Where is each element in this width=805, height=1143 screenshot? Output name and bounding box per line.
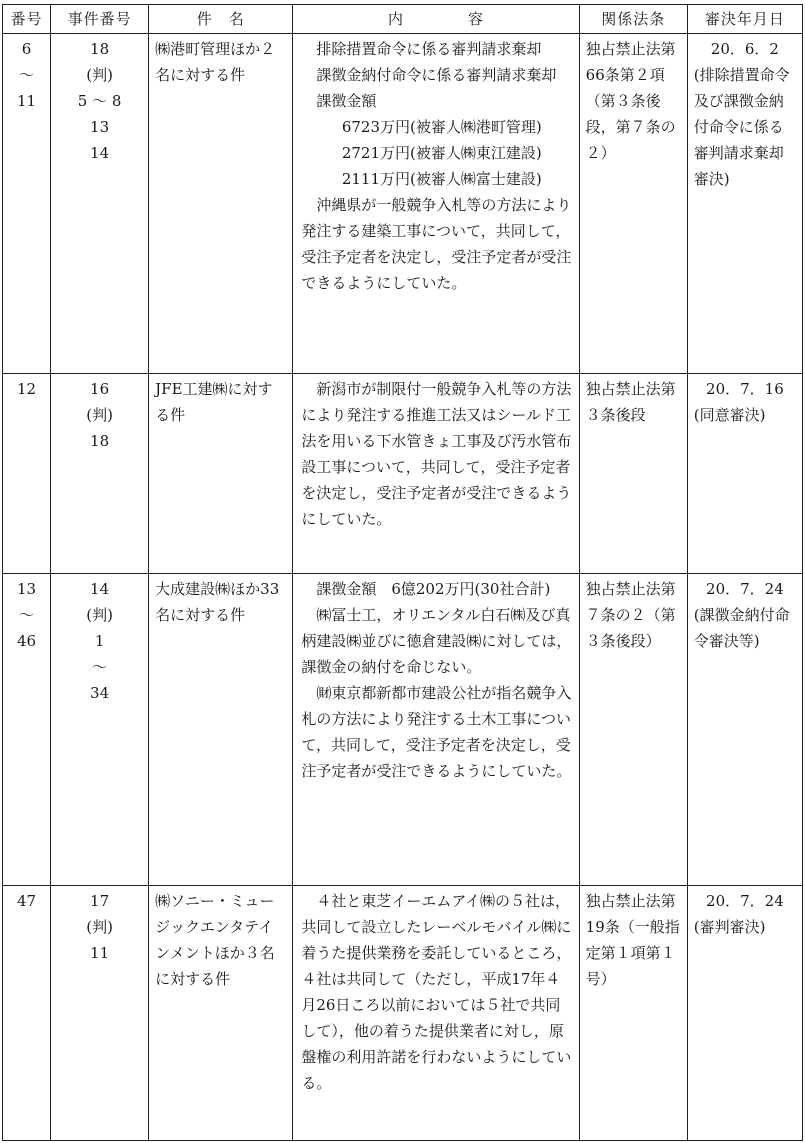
case-no-line: 11: [90, 944, 110, 962]
cell-no: [3, 886, 51, 1141]
case-name: JFE工建㈱に対する件: [155, 380, 273, 424]
no-line: 13: [16, 580, 37, 598]
content-text: ４社と東芝イーエムアイ㈱の５社は，共同して設立したレーベルモバイル㈱に着うた提供業務を委託しているところ，４社は共同して（ただし，平成17年４月26日ころ以前においては５社で共同して），他の着うた提供業者に対し，原盤権の利用許諾を行わないようにしている。: [301, 892, 572, 1092]
law-text: 独占禁止法第７条の２（第３条後段）: [585, 580, 676, 650]
case-name: ㈱港町管理ほか２名に対する件: [155, 40, 276, 84]
amount-line: 6723万円(被審人㈱港町管理): [341, 118, 542, 136]
case-no-line: 16: [90, 380, 110, 398]
cell-no: [3, 374, 51, 574]
cell-content: [293, 574, 579, 886]
header-case-no: 事件番号: [51, 5, 149, 34]
cell-name: [149, 886, 293, 1141]
table-row: [3, 374, 803, 574]
cell-date: [687, 886, 802, 1141]
content-text: 沖縄県が一般競争入札等の方法により発注する建築工事について，共同して，受注予定者を決定し，受注予定者が受注できるようにしていた。: [301, 196, 572, 292]
cell-case-no: [51, 34, 149, 374]
no-line: 46: [16, 632, 37, 650]
table-header-row: [3, 5, 803, 34]
case-no-line: 14: [90, 144, 110, 162]
cell-law: [579, 574, 687, 886]
table-row: [3, 886, 803, 1141]
no-line: ～: [19, 66, 35, 84]
content-text: 課徴金額 6億202万円(30社合計): [316, 580, 551, 598]
case-no-line: (判): [86, 606, 113, 624]
cell-case-no: [51, 574, 149, 886]
case-no-line: 17: [90, 892, 110, 910]
cell-name: [149, 374, 293, 574]
cell-law: [579, 374, 687, 574]
cell-content: [293, 34, 579, 374]
decision-date: 20．6．2: [710, 40, 779, 58]
decision-date: 20．7．24: [706, 580, 784, 598]
table-row: [3, 574, 803, 886]
decision-type: (課徴金納付命令審決等): [693, 606, 790, 650]
case-no-line: (判): [86, 406, 113, 424]
cell-no: [3, 34, 51, 374]
no-line: 11: [16, 92, 37, 110]
case-no-line: 18: [90, 432, 110, 450]
content-text: 排除措置命令に係る審判請求棄却: [316, 40, 542, 58]
no-line: ～: [19, 606, 35, 624]
content-text: 課徴金納付命令に係る審判請求棄却: [316, 66, 557, 84]
case-name: 大成建設㈱ほか33名に対する件: [155, 580, 280, 624]
case-no-line: 18: [90, 40, 110, 58]
case-no-line: 1: [94, 632, 105, 650]
content-text: ㈶東京都新都市建設公社が指名競争入札の方法により発注する土木工事について，共同して，受注予定者を決定し，受注予定者が受注できるようにしていた。: [301, 684, 572, 780]
header-name: 件 名: [149, 5, 293, 34]
amount-line: 2111万円(被審人㈱富士建設): [341, 170, 542, 188]
amount-line: 2721万円(被審人㈱東江建設): [341, 144, 542, 162]
case-no-line: (判): [86, 918, 113, 936]
decision-date: 20．7．16: [706, 380, 784, 398]
cell-date: [687, 574, 802, 886]
cell-name: [149, 34, 293, 374]
cell-law: [579, 886, 687, 1141]
decision-date: 20．7．24: [706, 892, 784, 910]
case-no-line: 14: [90, 580, 110, 598]
cell-case-no: [51, 886, 149, 1141]
header-no: 番号: [3, 5, 51, 34]
content-text: 新潟市が制限付一般競争入札等の方法により発注する推進工法又はシールド工法を用いる下水管きょ工事及び汚水管布設工事について，共同して，受注予定者を決定し，受注予定者が受注できるようにしていた。: [301, 380, 572, 528]
content-text: ㈱冨士工，オリエンタル白石㈱及び真柄建設㈱並びに徳倉建設㈱に対しては，課徴金の納付を命じない。: [301, 606, 572, 676]
law-text: 独占禁止法第３条後段: [585, 380, 676, 424]
decision-type: (同意審決): [693, 406, 766, 424]
cell-date: [687, 374, 802, 574]
decision-type: (排除措置命令及び課徴金納付命令に係る審判請求棄却審決): [693, 66, 790, 188]
cell-date: [687, 34, 802, 374]
cell-name: [149, 574, 293, 886]
case-name: ㈱ソニー・ミュージックエンタテインメントほか３名に対する件: [155, 892, 275, 988]
cell-law: [579, 34, 687, 374]
cell-content: [293, 886, 579, 1141]
case-no-line: ～: [92, 658, 108, 676]
no-line: 47: [16, 892, 37, 910]
table-row: [3, 34, 803, 374]
no-line: 12: [16, 380, 37, 398]
case-table: [2, 4, 803, 1141]
case-no-line: 34: [90, 684, 110, 702]
case-no-line: 13: [90, 118, 110, 136]
cell-no: [3, 574, 51, 886]
decision-type: (審判審決): [693, 918, 766, 936]
no-line: 6: [21, 40, 32, 58]
header-law: 関係法条: [579, 5, 687, 34]
cell-case-no: [51, 374, 149, 574]
law-text: 独占禁止法第66条第２項（第３条後段，第７条の２）: [585, 40, 676, 162]
content-text: 課徴金額: [316, 92, 377, 110]
cell-content: [293, 374, 579, 574]
case-no-line: 5 ～ 8: [77, 92, 122, 110]
header-content: 内 容: [293, 5, 579, 34]
header-date: 審決年月日: [687, 5, 802, 34]
law-text: 独占禁止法第19条（一般指定第１項第１号）: [585, 892, 680, 988]
case-no-line: (判): [86, 66, 113, 84]
